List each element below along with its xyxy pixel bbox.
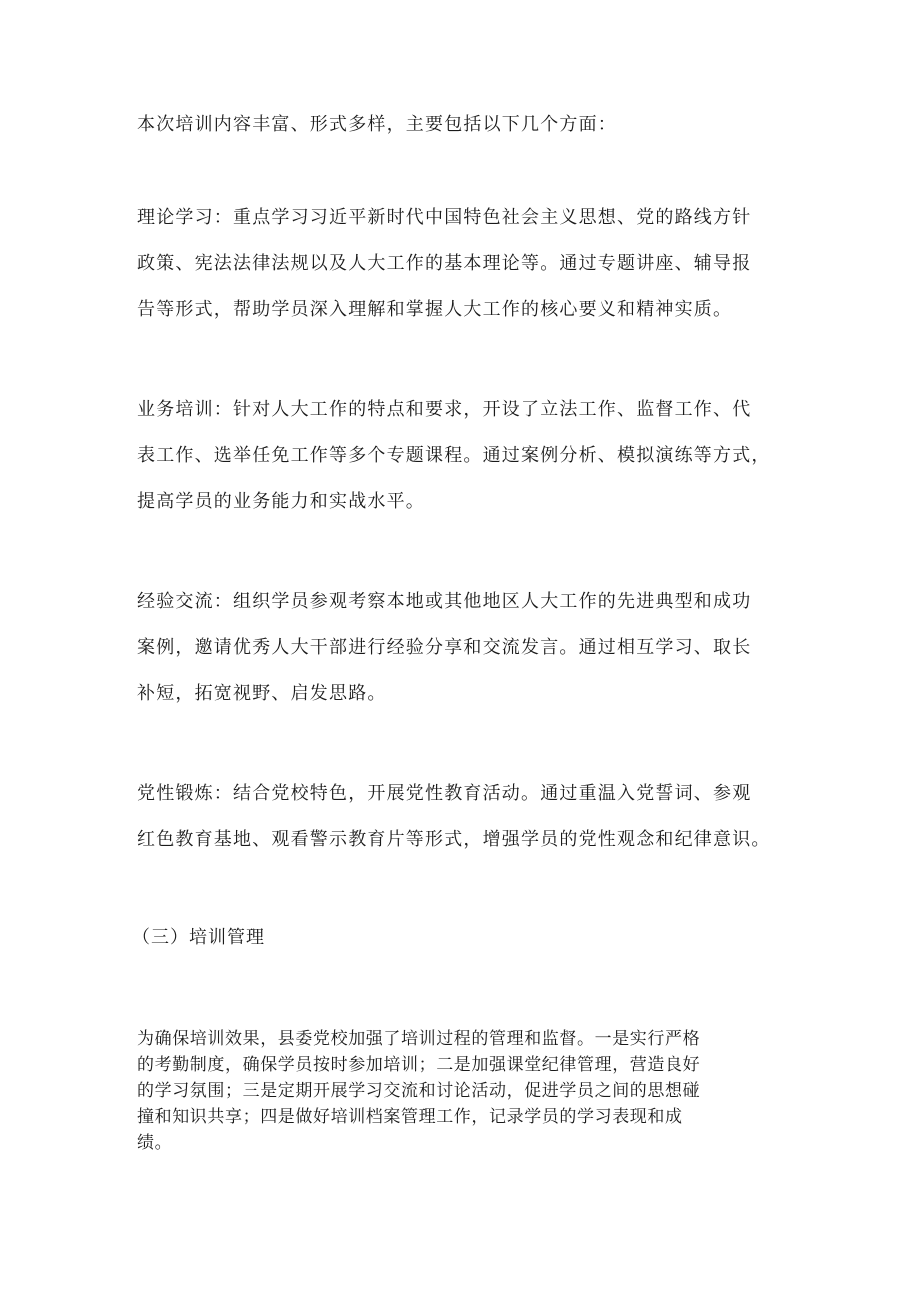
- theory-study-paragraph: [137, 195, 797, 333]
- paragraph-line: 提高学员的业务能力和实战水平。: [137, 491, 425, 512]
- paragraph-line: 表工作、选举任免工作等多个专题课程。通过案例分析、模拟演练等方式，: [137, 445, 771, 466]
- paragraph-line: 告等形式，帮助学员深入理解和掌握人大工作的核心要义和精神实质。: [137, 299, 733, 320]
- training-management-paragraph: [137, 1026, 797, 1156]
- paragraph-line: 业务培训：针对人大工作的特点和要求，开设了立法工作、监督工作、代: [137, 399, 752, 420]
- paragraph-line: 红色教育基地、观看警示教育片等形式，增强学员的党性观念和纪律意识。: [137, 829, 771, 850]
- paragraph-line: 的考勤制度，确保学员按时参加培训；二是加强课堂纪律管理，营造良好: [137, 1055, 701, 1075]
- intro-line: 本次培训内容丰富、形式多样，主要包括以下几个方面：: [137, 114, 617, 135]
- paragraph-line: 案例，邀请优秀人大干部进行经验分享和交流发言。通过相互学习、取长: [137, 637, 752, 658]
- party-spirit-paragraph: [137, 771, 797, 863]
- paragraph-line: 党性锻炼：结合党校特色，开展党性教育活动。通过重温入党誓词、参观: [137, 783, 752, 804]
- paragraph-line: 补短，拓宽视野、启发思路。: [137, 683, 387, 704]
- paragraph-line: 经验交流：组织学员参观考察本地或其他地区人大工作的先进典型和成功: [137, 591, 752, 612]
- business-training-paragraph: [137, 387, 797, 525]
- subheading-text: （三）培训管理: [132, 927, 265, 948]
- paragraph-line: 的学习氛围；三是定期开展学习交流和讨论活动，促进学员之间的思想碰: [137, 1081, 701, 1101]
- intro-paragraph: [137, 102, 797, 148]
- section-subheading: [132, 915, 792, 961]
- paragraph-line: 理论学习：重点学习习近平新时代中国特色社会主义思想、党的路线方针: [137, 207, 752, 228]
- paragraph-line: 撞和知识共享；四是做好培训档案管理工作，记录学员的学习表现和成: [137, 1107, 683, 1127]
- paragraph-line: 为确保培训效果，县委党校加强了培训过程的管理和监督。一是实行严格: [137, 1029, 701, 1049]
- paragraph-line: 政策、宪法法律法规以及人大工作的基本理论等。通过专题讲座、辅导报: [137, 253, 752, 274]
- paragraph-line: 绩。: [137, 1133, 173, 1153]
- experience-exchange-paragraph: [137, 579, 797, 717]
